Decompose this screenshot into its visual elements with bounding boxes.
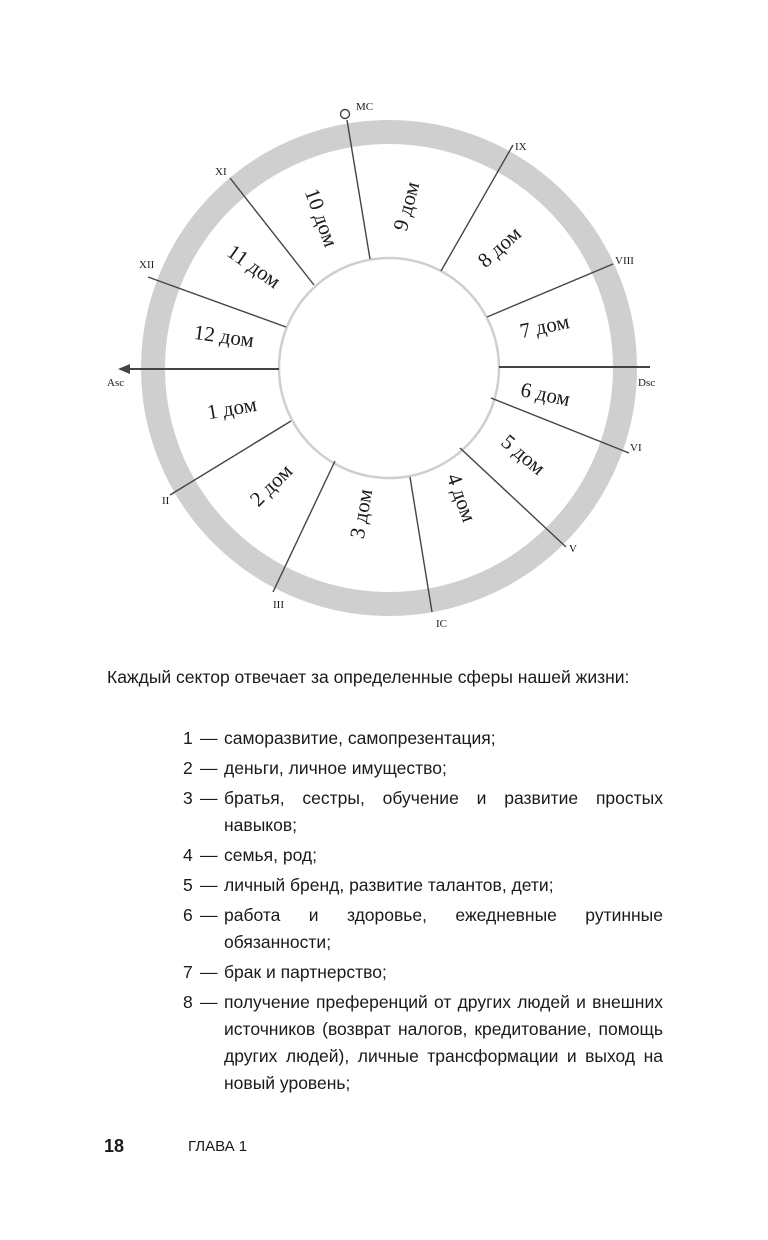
item-number: 1: [183, 728, 193, 748]
label-vi: VI: [630, 442, 642, 454]
item-dash: —: [200, 845, 218, 865]
label-ix: IX: [515, 141, 527, 153]
item-number: 2: [183, 758, 193, 778]
item-number: 3: [183, 788, 193, 808]
house-label-6: 6 дом: [518, 377, 573, 412]
item-dash: —: [200, 875, 218, 895]
item-text: личный бренд, развитие талантов, дети;: [224, 875, 554, 895]
house-label-4: 4 дом: [441, 470, 482, 526]
list-item: [183, 872, 663, 899]
label-xii: XII: [139, 259, 155, 271]
item-dash: —: [200, 992, 218, 1012]
item-text: деньги, личное имущество;: [224, 758, 447, 778]
house-label-7: 7 дом: [517, 309, 572, 344]
item-number: 7: [183, 962, 193, 982]
house-label-1: 1 дом: [205, 391, 259, 425]
item-text: семья, род;: [224, 845, 317, 865]
inner-circle: [279, 258, 499, 478]
house-wheel-diagram: [0, 90, 768, 650]
label-xi: XI: [215, 166, 227, 178]
cusp-line-v: [460, 448, 566, 547]
asc-arrow-icon: [118, 364, 130, 374]
label-dsc: Dsc: [638, 377, 656, 389]
list-item: [183, 785, 663, 839]
list-item: [183, 989, 663, 1097]
item-number: 4: [183, 845, 193, 865]
item-text: работа и здоровье, ежедневные рутинные обязанности;: [224, 905, 663, 952]
cusp-line-viii: [487, 264, 613, 317]
mc-marker-icon: [341, 110, 350, 119]
item-text: получение преференций от других людей и внешних источников (возврат налогов, кредитование, помощь других людей), личные трансформации и выход на новый уровень;: [224, 992, 663, 1093]
house-label-9: 9 дом: [388, 179, 425, 234]
label-ic: IC: [436, 618, 447, 630]
item-dash: —: [200, 758, 218, 778]
house-label-2: 2 дом: [244, 458, 298, 512]
list-item: [183, 902, 663, 956]
item-dash: —: [200, 905, 218, 925]
list-item: [183, 755, 663, 782]
item-dash: —: [200, 962, 218, 982]
label-viii: VIII: [615, 255, 634, 267]
house-label-11: 11 дом: [222, 239, 286, 294]
item-number: 5: [183, 875, 193, 895]
chapter-title: ГЛАВА 1: [188, 1138, 248, 1155]
label-iii: III: [273, 599, 284, 611]
page-number: 18: [104, 1136, 125, 1156]
house-label-12: 12 дом: [192, 319, 256, 353]
list-item: [183, 842, 663, 869]
item-dash: —: [200, 788, 218, 808]
item-text: саморазвитие, самопрезентация;: [224, 728, 496, 748]
item-text: брак и партнерство;: [224, 962, 387, 982]
item-dash: —: [200, 728, 218, 748]
house-label-8: 8 дом: [472, 221, 526, 273]
item-number: 6: [183, 905, 193, 925]
label-v: V: [569, 543, 577, 555]
item-number: 8: [183, 992, 193, 1012]
list-item: [183, 959, 663, 986]
item-text: братья, сестры, обучение и развитие простых навыков;: [224, 788, 663, 835]
intro-paragraph: Каждый сектор отвечает за определенные сферы нашей жизни:: [107, 667, 630, 687]
list-item: [183, 725, 663, 752]
label-ii: II: [162, 495, 170, 507]
sector-list: [183, 725, 663, 1100]
house-label-10: 10 дом: [299, 185, 344, 251]
label-asc: Asc: [107, 377, 125, 389]
house-label-3: 3 дом: [344, 487, 378, 541]
house-label-5: 5 дом: [496, 429, 551, 480]
label-mc: MC: [356, 101, 374, 113]
